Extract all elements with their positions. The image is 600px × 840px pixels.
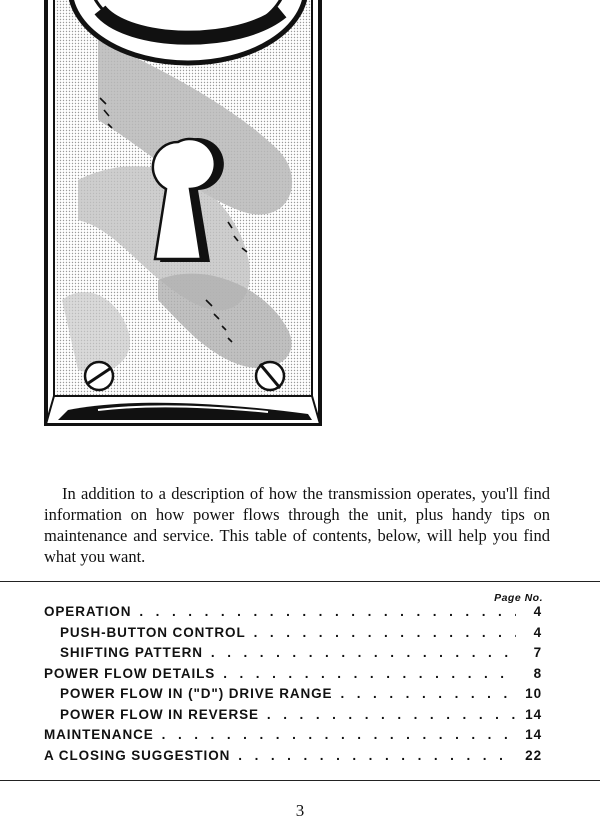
toc-entry-page: 10	[525, 686, 542, 701]
toc-entry-page: 4	[533, 624, 542, 640]
toc-entry-page: 14	[525, 706, 542, 722]
toc-entry-title: A CLOSING SUGGESTION	[44, 747, 231, 763]
toc-entry[interactable]	[44, 604, 542, 625]
dot-leader	[238, 748, 516, 763]
toc-entry-page: 14	[525, 727, 542, 742]
toc-entry-page: 8	[533, 665, 542, 681]
toc-entry[interactable]	[44, 686, 542, 707]
toc-entry-title: PUSH-BUTTON CONTROL	[60, 624, 246, 640]
dot-leader	[211, 645, 516, 660]
toc-entry-title: POWER FLOW DETAILS	[44, 665, 216, 681]
toc-entry-title: POWER FLOW IN REVERSE	[60, 706, 259, 722]
divider-top	[0, 581, 600, 582]
plate-bottom-bevel	[46, 396, 320, 424]
toc-entry-title: OPERATION	[44, 604, 132, 619]
intro-paragraph: In addition to a description of how the transmission operates, you'll find information on how power flows through the unit, plus handy tips on maintenance and service. This table of contents, below, will help you find what you want.	[44, 484, 550, 566]
toc-entry[interactable]	[44, 625, 542, 646]
escutcheon-illustration	[38, 0, 328, 432]
screw-right	[256, 362, 284, 390]
screw-left	[85, 362, 113, 390]
divider-bottom	[0, 780, 600, 781]
dot-leader	[223, 666, 516, 681]
toc-entry-title: POWER FLOW IN ("D") DRIVE RANGE	[60, 686, 333, 701]
toc-page-header: Page No.	[494, 592, 543, 604]
toc-entry-page: 22	[525, 747, 542, 763]
table-of-contents	[44, 604, 542, 768]
toc-entry-page: 7	[533, 645, 542, 660]
page-number: 3	[295, 801, 305, 820]
toc-entry[interactable]	[44, 707, 542, 728]
toc-entry[interactable]	[44, 666, 542, 687]
dot-leader	[340, 686, 516, 701]
toc-entry[interactable]	[44, 645, 542, 666]
toc-entry-page: 4	[533, 604, 542, 619]
dot-leader	[267, 707, 516, 722]
toc-entry[interactable]	[44, 748, 542, 769]
dot-leader	[162, 727, 516, 742]
toc-entry[interactable]	[44, 727, 542, 748]
dot-leader	[254, 625, 516, 640]
dot-leader	[139, 604, 516, 619]
toc-entry-title: MAINTENANCE	[44, 727, 154, 742]
toc-entry-title: SHIFTING PATTERN	[60, 645, 203, 660]
